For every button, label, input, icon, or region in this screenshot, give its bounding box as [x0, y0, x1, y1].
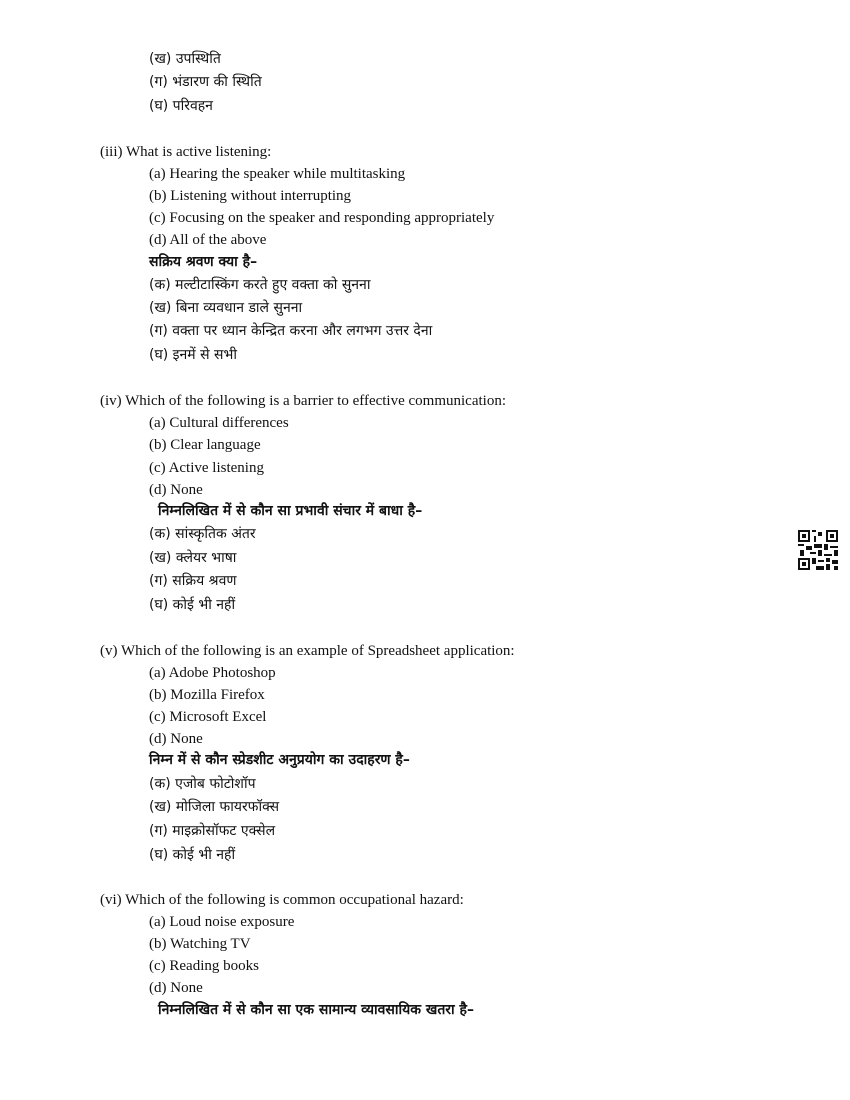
hindi-option: (ग) माइक्रोसॉफट एक्सेल [149, 823, 276, 839]
option: (c) Microsoft Excel [149, 709, 267, 725]
option: (a) Loud noise exposure [149, 914, 295, 930]
hindi-option: (क) मल्टीटास्किंग करते हुए वक्ता को सुनना [149, 277, 371, 293]
hindi-option: (ग) सक्रिय श्रवण [149, 573, 237, 589]
hindi-option: (घ) इनमें से सभी [149, 347, 237, 363]
option: (a) Adobe Photoshop [149, 665, 276, 681]
question-label: (iv) Which of the following is a barrier to effective communication: [100, 393, 506, 409]
hindi-question: निम्नलिखित में से कौन सा प्रभावी संचार में बाधा है– [158, 503, 423, 519]
option: (b) Clear language [149, 437, 261, 453]
option: (d) None [149, 731, 203, 747]
question-label: (v) Which of the following is an example of Spreadsheet application: [100, 643, 515, 659]
hindi-option: (क) सांस्कृतिक अंतर [149, 526, 256, 542]
qr-code-icon [798, 530, 838, 570]
option: (c) Focusing on the speaker and responding appropriately [149, 210, 495, 226]
hindi-question: सक्रिय श्रवण क्या है– [149, 254, 258, 270]
hindi-option: (ख) बिना व्यवधान डाले सुनना [149, 300, 303, 316]
hindi-option: (ग) वक्ता पर ध्यान केन्द्रित करना और लगभग उत्तर देना [149, 323, 433, 339]
option: (a) Cultural differences [149, 415, 289, 431]
top-option: (ग) भंडारण की स्थिति [149, 74, 262, 90]
hindi-option: (घ) कोई भी नहीं [149, 597, 236, 613]
hindi-option: (घ) कोई भी नहीं [149, 847, 236, 863]
option: (c) Reading books [149, 958, 259, 974]
option: (b) Listening without interrupting [149, 188, 352, 204]
option: (d) None [149, 482, 203, 498]
option: (b) Mozilla Firefox [149, 687, 265, 703]
hindi-question: निम्न में से कौन स्प्रेडशीट अनुप्रयोग का उदाहरण है– [149, 752, 410, 768]
hindi-option: (क) एजोब फोटोशॉप [149, 776, 256, 792]
top-option: (ख) उपस्थिति [149, 51, 221, 67]
option: (c) Active listening [149, 460, 264, 476]
option: (b) Watching TV [149, 936, 251, 952]
hindi-option: (ख) मोजिला फायरफॉक्स [149, 799, 280, 815]
hindi-option: (ख) क्लेयर भाषा [149, 550, 237, 566]
question-label: (iii) What is active listening: [100, 144, 272, 160]
question-label: (vi) Which of the following is common occupational hazard: [100, 892, 464, 908]
option: (d) None [149, 980, 203, 996]
option: (a) Hearing the speaker while multitasking [149, 166, 406, 182]
top-option: (घ) परिवहन [149, 98, 213, 114]
option: (d) All of the above [149, 232, 267, 248]
hindi-question: निम्नलिखित में से कौन सा एक सामान्य व्यावसायिक खतरा है– [158, 1002, 474, 1018]
